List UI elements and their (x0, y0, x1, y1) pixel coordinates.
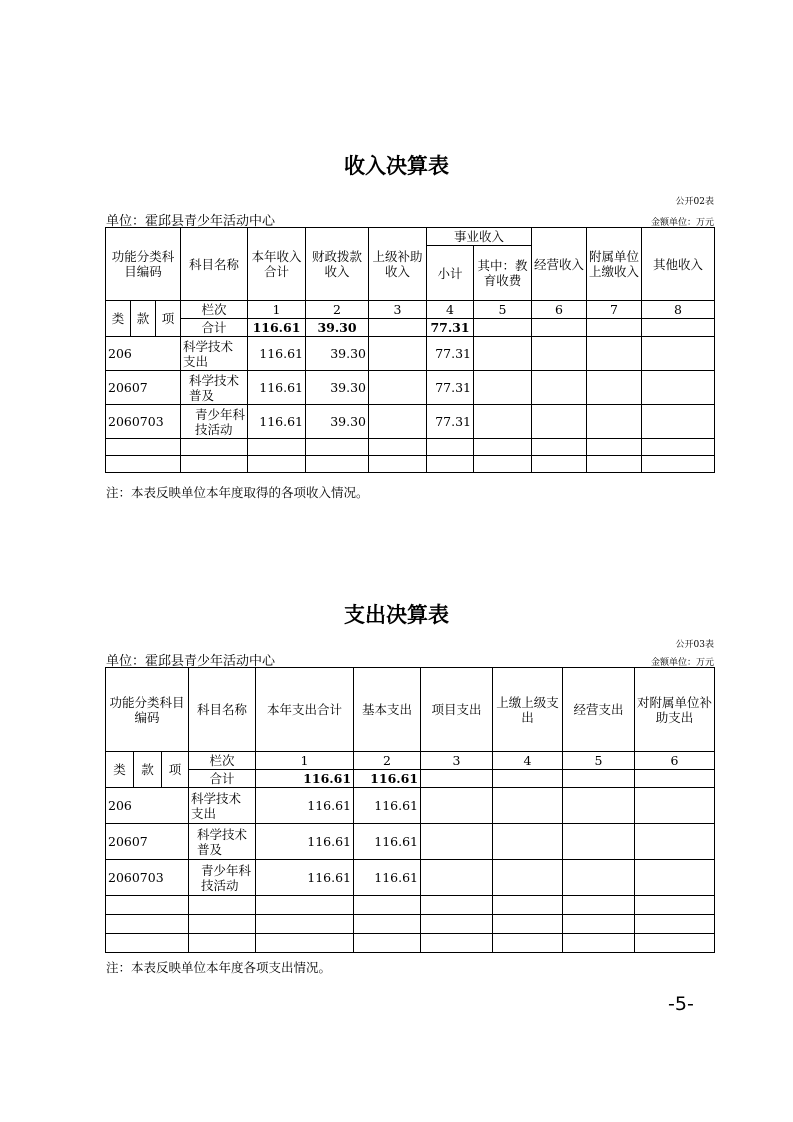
row-code: 20607 (106, 371, 181, 405)
row-total: 116.61 (256, 860, 354, 896)
header-xiang: 项 (156, 301, 181, 337)
row-fiscal: 39.30 (306, 371, 369, 405)
expense-form-no: 公开03表 (675, 640, 714, 650)
col-number: 6 (635, 752, 715, 770)
row-fiscal: 39.30 (306, 405, 369, 439)
row-name: 科学技术普及 (181, 371, 248, 405)
header-total: 本年支出合计 (256, 668, 354, 752)
header-operating: 经营收入 (532, 228, 587, 301)
sum-fiscal: 39.30 (306, 319, 369, 337)
header-func-code: 功能分类科目编码 (106, 668, 189, 752)
row-code: 206 (106, 788, 189, 824)
table-row (106, 337, 715, 371)
header-superior: 上缴上级支出 (493, 668, 563, 752)
column-no-label: 栏次 (181, 301, 248, 319)
row-name: 科学技术普及 (189, 824, 256, 860)
col-number: 6 (532, 301, 587, 319)
sum-operating (532, 319, 587, 337)
table-row (106, 824, 715, 860)
col-number: 3 (421, 752, 493, 770)
header-affiliate: 对附属单位补助支出 (635, 668, 715, 752)
header-kuan: 款 (134, 752, 162, 788)
col-number: 8 (642, 301, 715, 319)
row-total: 116.61 (248, 371, 306, 405)
col-number: 4 (493, 752, 563, 770)
col-number: 1 (256, 752, 354, 770)
col-number: 4 (427, 301, 474, 319)
header-func-code: 功能分类科目编码 (106, 228, 181, 301)
expense-table (105, 667, 715, 953)
col-number: 5 (474, 301, 532, 319)
header-subject-name: 科目名称 (189, 668, 256, 752)
expense-unit: 单位：霍邱县青少年活动中心 (106, 654, 276, 669)
row-total: 116.61 (256, 788, 354, 824)
sum-superior (369, 319, 427, 337)
header-edu-fee: 其中：教育收费 (474, 246, 532, 301)
row-basic: 116.61 (354, 824, 421, 860)
header-affiliate: 附属单位上缴收入 (587, 228, 642, 301)
income-table (105, 227, 715, 473)
row-name: 青少年科技活动 (181, 405, 248, 439)
page-number: -5- (668, 993, 694, 1015)
income-title: 收入决算表 (344, 154, 449, 178)
row-subtotal: 77.31 (427, 337, 474, 371)
table-row-empty (106, 439, 715, 456)
table-row-empty (106, 896, 715, 915)
header-basic: 基本支出 (354, 668, 421, 752)
col-number: 3 (369, 301, 427, 319)
income-amount-unit: 金额单位：万元 (650, 218, 714, 228)
row-basic: 116.61 (354, 860, 421, 896)
header-business: 事业收入 (427, 228, 532, 246)
row-total: 116.61 (248, 337, 306, 371)
sum-total: 116.61 (248, 319, 306, 337)
row-total: 116.61 (256, 824, 354, 860)
sum-other (642, 319, 715, 337)
sum-affiliate (587, 319, 642, 337)
expense-amount-unit: 金额单位：万元 (650, 658, 714, 668)
header-fiscal: 财政拨款收入 (306, 228, 369, 301)
header-project: 项目支出 (421, 668, 493, 752)
col-number: 5 (563, 752, 635, 770)
header-total: 本年收入合计 (248, 228, 306, 301)
row-total: 116.61 (248, 405, 306, 439)
sum-label: 合计 (189, 770, 256, 788)
row-name: 科学技术支出 (181, 337, 248, 371)
header-superior: 上级补助收入 (369, 228, 427, 301)
col-number: 2 (306, 301, 369, 319)
table-row (106, 788, 715, 824)
sum-basic: 116.61 (354, 770, 421, 788)
expense-note: 注：本表反映单位本年度各项支出情况。 (106, 960, 332, 975)
row-code: 206 (106, 337, 181, 371)
row-name: 科学技术支出 (189, 788, 256, 824)
header-operating: 经营支出 (563, 668, 635, 752)
row-code: 2060703 (106, 405, 181, 439)
row-code: 2060703 (106, 860, 189, 896)
sum-subtotal: 77.31 (427, 319, 474, 337)
row-subtotal: 77.31 (427, 371, 474, 405)
income-form-no: 公开02表 (675, 197, 714, 207)
sum-total: 116.61 (256, 770, 354, 788)
header-xiang: 项 (162, 752, 189, 788)
row-name: 青少年科技活动 (189, 860, 256, 896)
header-subject-name: 科目名称 (181, 228, 248, 301)
income-note: 注：本表反映单位本年度取得的各项收入情况。 (106, 485, 369, 500)
col-number: 7 (587, 301, 642, 319)
row-code: 20607 (106, 824, 189, 860)
col-number: 2 (354, 752, 421, 770)
table-row (106, 405, 715, 439)
column-no-label: 栏次 (189, 752, 256, 770)
table-row-empty (106, 934, 715, 953)
row-basic: 116.61 (354, 788, 421, 824)
table-row (106, 860, 715, 896)
table-row-empty (106, 915, 715, 934)
header-kuan: 款 (131, 301, 156, 337)
header-other: 其他收入 (642, 228, 715, 301)
sum-edu-fee (474, 319, 532, 337)
expense-title: 支出决算表 (344, 603, 449, 627)
sum-label: 合计 (181, 319, 248, 337)
row-subtotal: 77.31 (427, 405, 474, 439)
header-subtotal: 小计 (427, 246, 474, 301)
table-row (106, 371, 715, 405)
header-lei: 类 (106, 752, 134, 788)
table-row-empty (106, 456, 715, 473)
income-unit: 单位：霍邱县青少年活动中心 (106, 214, 276, 229)
header-lei: 类 (106, 301, 131, 337)
row-fiscal: 39.30 (306, 337, 369, 371)
col-number: 1 (248, 301, 306, 319)
